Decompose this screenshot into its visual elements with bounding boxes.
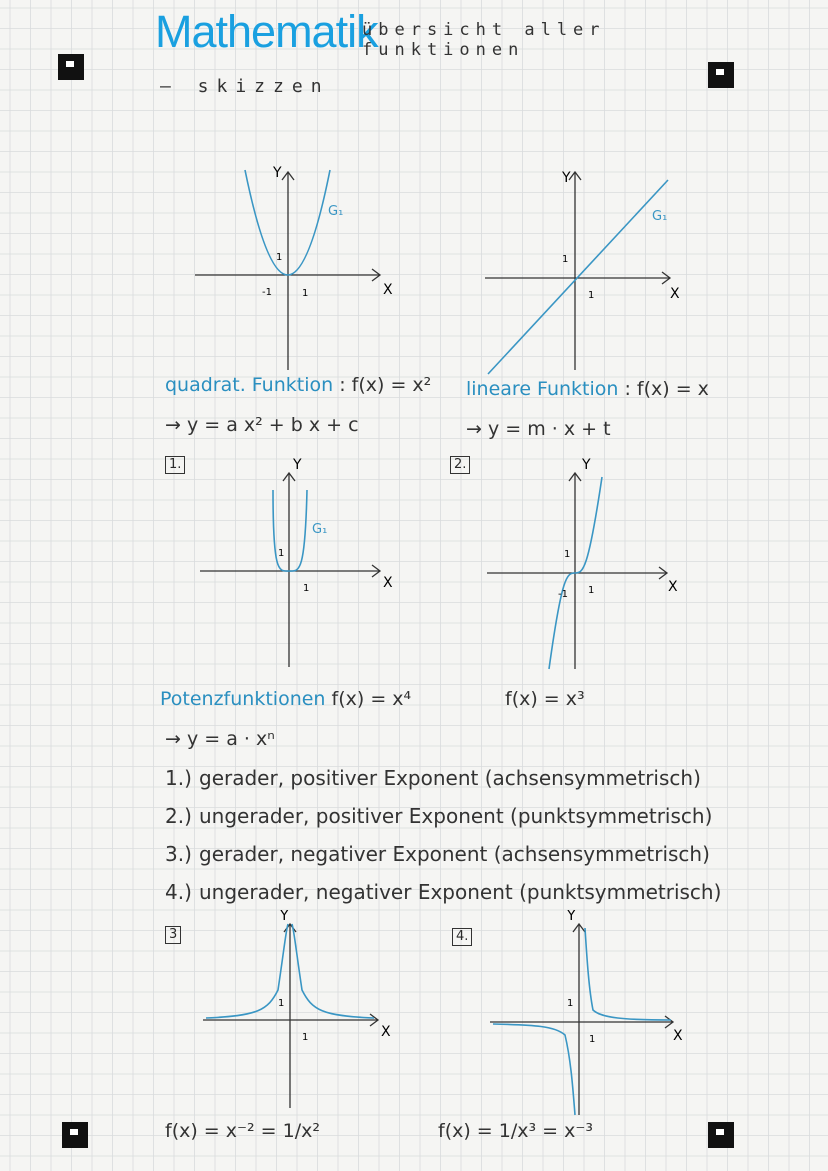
x-axis-label: X (670, 286, 680, 302)
linear-label (466, 378, 709, 400)
graph-power-even (195, 455, 405, 670)
linear-formula: : f(x) = x (624, 378, 709, 400)
x-neg2-curve-right (292, 924, 374, 1018)
tick-y: 1 (564, 549, 571, 560)
quadratic-formula: : f(x) = x² (339, 374, 432, 396)
curve-label: G₁ (652, 209, 668, 224)
exponent-list (165, 766, 721, 918)
page-subtitle (362, 20, 606, 60)
corner-marker-top-right (708, 62, 734, 88)
subtitle-line-2: funktionen (362, 40, 525, 60)
corner-marker-top-left (58, 54, 84, 80)
tick-y: 1 (567, 998, 574, 1009)
list-item: 4.) ungerader, negativer Exponent (punktsymmetrisch) (165, 880, 722, 904)
power-function-formula: f(x) = x⁴ (331, 688, 412, 710)
line-curve (488, 180, 668, 374)
tick-neg: -1 (262, 287, 272, 298)
power-function-label (160, 688, 411, 710)
graph-quadratic (190, 160, 410, 375)
tick-y: 1 (278, 998, 285, 1009)
tick-y: 1 (278, 548, 285, 559)
formula-neg-odd: f(x) = 1/x³ = x⁻³ (438, 1120, 593, 1142)
tick-x: 1 (588, 585, 595, 596)
y-axis-label: Y (273, 165, 282, 181)
topic-label: — skizzen (160, 76, 330, 97)
corner-marker-bottom-right (708, 1122, 734, 1148)
x-axis-label: X (383, 575, 393, 591)
box-1: 1. (165, 456, 185, 474)
x-neg2-curve-left (206, 924, 288, 1018)
box-2: 2. (450, 456, 470, 474)
linear-general-form: → y = m · x + t (466, 418, 611, 440)
page-title: Mathematik (155, 6, 378, 57)
linear-name: lineare Funktion (466, 378, 619, 400)
x-neg3-curve-right (585, 928, 671, 1020)
box-4: 4. (452, 928, 472, 946)
x-axis-label: X (383, 282, 393, 298)
y-axis-label: Y (293, 457, 302, 473)
box-3: 3 (165, 926, 181, 944)
y-axis-label: Y (567, 910, 576, 924)
power-general-form: → y = a · xⁿ (165, 728, 275, 750)
tick-x: 1 (589, 1034, 596, 1045)
graph-power-odd (482, 455, 692, 675)
graph-power-neg-odd (485, 910, 695, 1120)
formula-neg-even: f(x) = x⁻² = 1/x² (165, 1120, 320, 1142)
tick-neg: -1 (558, 589, 568, 600)
x-axis-label: X (668, 579, 678, 595)
curve-label: G₁ (312, 522, 328, 537)
list-item: 1.) gerader, positiver Exponent (achsensymmetrisch) (165, 766, 701, 790)
tick-y: 1 (276, 252, 283, 263)
tick-x: 1 (302, 288, 309, 299)
tick-x: 1 (588, 290, 595, 301)
graph-power-neg-even (198, 910, 403, 1110)
y-axis-label: Y (280, 910, 289, 924)
power-function-name: Potenzfunktionen (160, 688, 326, 710)
subtitle-line-1: übersicht aller (362, 20, 606, 40)
tick-x: 1 (303, 583, 310, 594)
cubic-formula: f(x) = x³ (505, 688, 585, 710)
quadratic-name: quadrat. Funktion (165, 374, 334, 396)
y-axis-label: Y (562, 170, 571, 186)
tick-y: 1 (562, 254, 569, 265)
list-item: 3.) gerader, negativer Exponent (achsensymmetrisch) (165, 842, 710, 866)
quadratic-general-form: → y = a x² + b x + c (165, 414, 359, 436)
curve-label: G₁ (328, 204, 344, 219)
tick-x: 1 (302, 1032, 309, 1043)
x-axis-label: X (673, 1028, 683, 1044)
x-axis-label: X (381, 1024, 391, 1040)
graph-linear (480, 160, 700, 380)
list-item: 2.) ungerader, positiver Exponent (punktsymmetrisch) (165, 804, 713, 828)
corner-marker-bottom-left (62, 1122, 88, 1148)
y-axis-label: Y (582, 457, 591, 473)
quadratic-label (165, 374, 431, 396)
x-neg3-curve-left (493, 1024, 575, 1115)
